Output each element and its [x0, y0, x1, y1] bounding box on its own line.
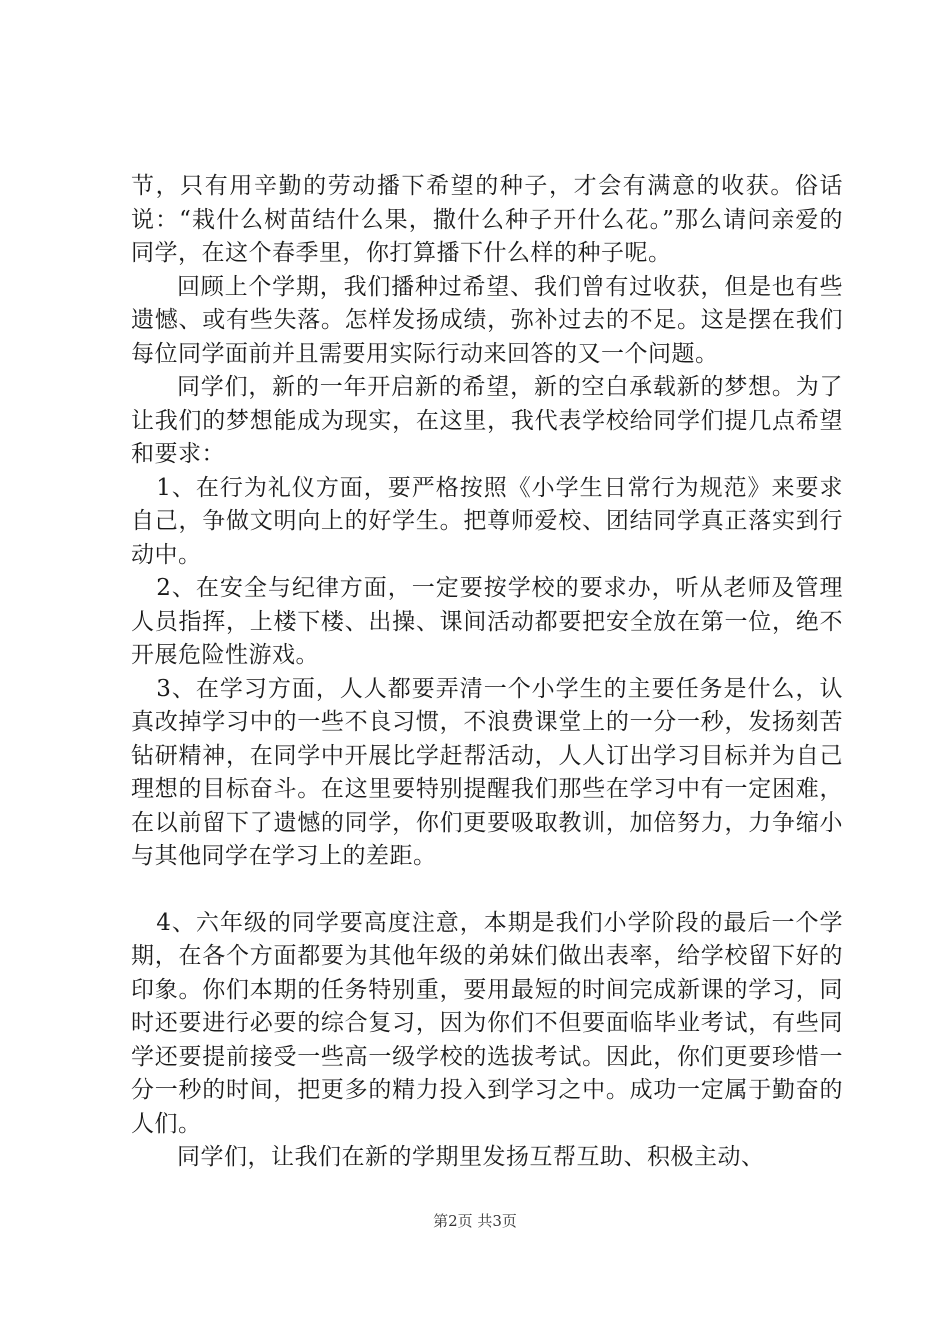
paragraph-item-3-study: 3、在学习方面，人人都要弄清一个小学生的主要任务是什么，认真改掉学习中的一些不良习惯，不浪费课堂上的一分一秒，发扬刻苦钻研精神，在同学中开展比学赶帮活动，人人订出学习目标并为自己理想的目标奋斗。在这里要特别提醒我们那些在学习中有一定困难，在以前留下了遗憾的同学，你们更要吸取教训，加倍努力，力争缩小与其他同学在学习上的差距。 [131, 675, 843, 869]
paragraph-review: 回顾上个学期，我们播种过希望、我们曾有过收获，但是也有些遗憾、或有些失落。怎样发扬成绩，弥补过去的不足。这是摆在我们每位同学面前并且需要用实际行动来回答的又一个问题。 [131, 273, 843, 367]
paragraph-item-1-etiquette: 1、在行为礼仪方面，要严格按照《小学生日常行为规范》来要求自己，争做文明向上的好学生。把尊师爱校、团结同学真正落实到行动中。 [131, 474, 843, 568]
paragraph-closing: 同学们，让我们在新的学期里发扬互帮互助、积极主动、 [177, 1144, 765, 1170]
paragraph-item-4-grade-six: 4、六年级的同学要高度注意，本期是我们小学阶段的最后一个学期，在各个方面都要为其他年级的弟妹们做出表率，给学校留下好的印象。你们本期的任务特别重，要用最短的时间完成新课的学习，同时还要进行必要的综合复习，因为你们不但要面临毕业考试，有些同学还要提前接受一些高一级学校的选拔考试。因此，你们更要珍惜一分一秒的时间，把更多的精力投入到学习之中。成功一定属于勤奋的人们。 [131, 909, 843, 1137]
page-number-footer: 第2页 共3页 [433, 1212, 517, 1230]
paragraph-hopes-intro: 同学们，新的一年开启新的希望，新的空白承载新的梦想。为了让我们的梦想能成为现实，在这里，我代表学校给同学们提几点希望和要求： [131, 374, 843, 467]
document-body [131, 170, 843, 1175]
paragraph-continuation: 节，只有用辛勤的劳动播下希望的种子，才会有满意的收获。俗话说：“栽什么树苗结什么果，撒什么种子开什么花。”那么请问亲爱的同学，在这个春季里，你打算播下什么样的种子呢。 [131, 173, 843, 266]
paragraph-item-2-safety: 2、在安全与纪律方面，一定要按学校的要求办，听从老师及管理人员指挥，上楼下楼、出操、课间活动都要把安全放在第一位，绝不开展危险性游戏。 [131, 575, 843, 668]
